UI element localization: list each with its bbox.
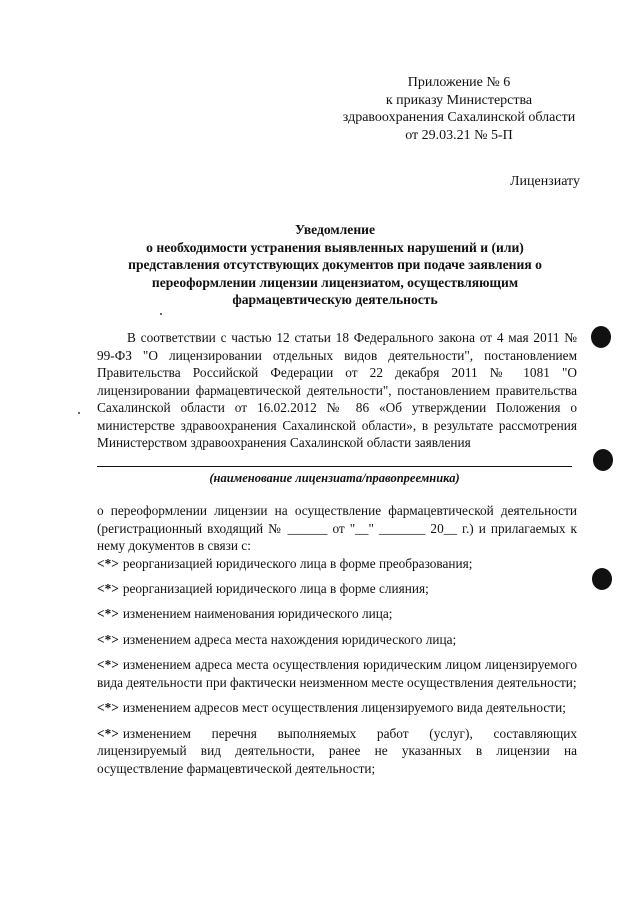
reason-text: изменением адреса места осуществления юридическим лицом лицензируемого вида деятельности при фактически неизменном месте осуществления деятельности; (97, 657, 577, 690)
reason-marker: <*> (97, 631, 119, 647)
reason-marker: <*> (97, 580, 119, 596)
reason-marker: <*> (97, 606, 119, 621)
reason-marker: <*> (97, 556, 119, 571)
scan-speck (78, 412, 80, 414)
appendix-line: здравоохранения Сахалинской области (342, 110, 576, 125)
punch-hole (591, 326, 611, 348)
intro-paragraph: В соответствии с частью 12 статьи 18 Федерального закона от 4 мая 2011 № 99-ФЗ "О лицензировании отдельных видов деятельности", постановлением Правительства Российской Федерации от 22 декабря 2011 № 1081 "О лицензировании фармацевтической деятельности", постановлением правительства Сахалинской области от 16.02.2012 № 86 «Об утверждении Положения о министерстве здравоохранения Сахалинской области», в результате рассмотрения Министерством здравоохранения Сахалинской области заявления (97, 330, 577, 450)
punch-hole (593, 449, 613, 471)
reason-text: изменением перечня выполняемых работ (услуг), составляющих лицензируемый вид деятельности, ранее не указанных в лицензии на осуществление фармацевтической деятельности; (97, 725, 577, 776)
reason-text: реорганизацией юридического лица в форме слияния; (122, 580, 429, 596)
reason-marker: <*> (97, 725, 119, 741)
licensee-name-line (97, 466, 572, 467)
punch-hole (592, 568, 612, 590)
appendix-line: к приказу Министерства (385, 92, 533, 108)
addressee: Лицензиату (510, 174, 580, 189)
list-item (97, 725, 577, 778)
reason-text: изменением наименования юридического лица; (122, 606, 393, 621)
document-title (96, 221, 574, 309)
licensee-caption: (наименование лицензиата/правопреемника) (209, 471, 460, 485)
reasons-list (97, 555, 577, 785)
title-line: Уведомление (294, 222, 376, 237)
reason-marker: <*> (97, 657, 119, 672)
list-item (97, 580, 577, 598)
list-item (97, 699, 577, 717)
list-item (97, 555, 577, 573)
title-line: фармацевтическую деятельность (232, 292, 438, 307)
list-item (97, 605, 577, 623)
title-line: переоформлении лицензии лицензиатом, осуществляющим (151, 274, 519, 290)
list-item (97, 631, 577, 649)
appendix-line: от 29.03.21 № 5-П (405, 127, 513, 143)
reason-text: реорганизацией юридического лица в форме преобразования; (122, 556, 473, 571)
appendix-line: Приложение № 6 (407, 75, 511, 90)
reason-text: изменением адреса места нахождения юридического лица; (122, 631, 457, 647)
reissue-paragraph: о переоформлении лицензии на осуществление фармацевтической деятельности (регистрационный входящий № ______ от "__" _______ 20__ г.) и прилагаемых к нему документов в связи с: (97, 503, 577, 553)
scan-speck (160, 313, 162, 315)
title-line: о необходимости устранения выявленных нарушений и (или) (146, 239, 524, 255)
reason-marker: <*> (97, 700, 119, 715)
title-line: представления отсутствующих документов при подаче заявления о (128, 257, 542, 272)
reason-text: изменением адресов мест осуществления лицензируемого вида деятельности; (122, 700, 566, 715)
list-item (97, 656, 577, 691)
appendix-header (330, 74, 588, 144)
